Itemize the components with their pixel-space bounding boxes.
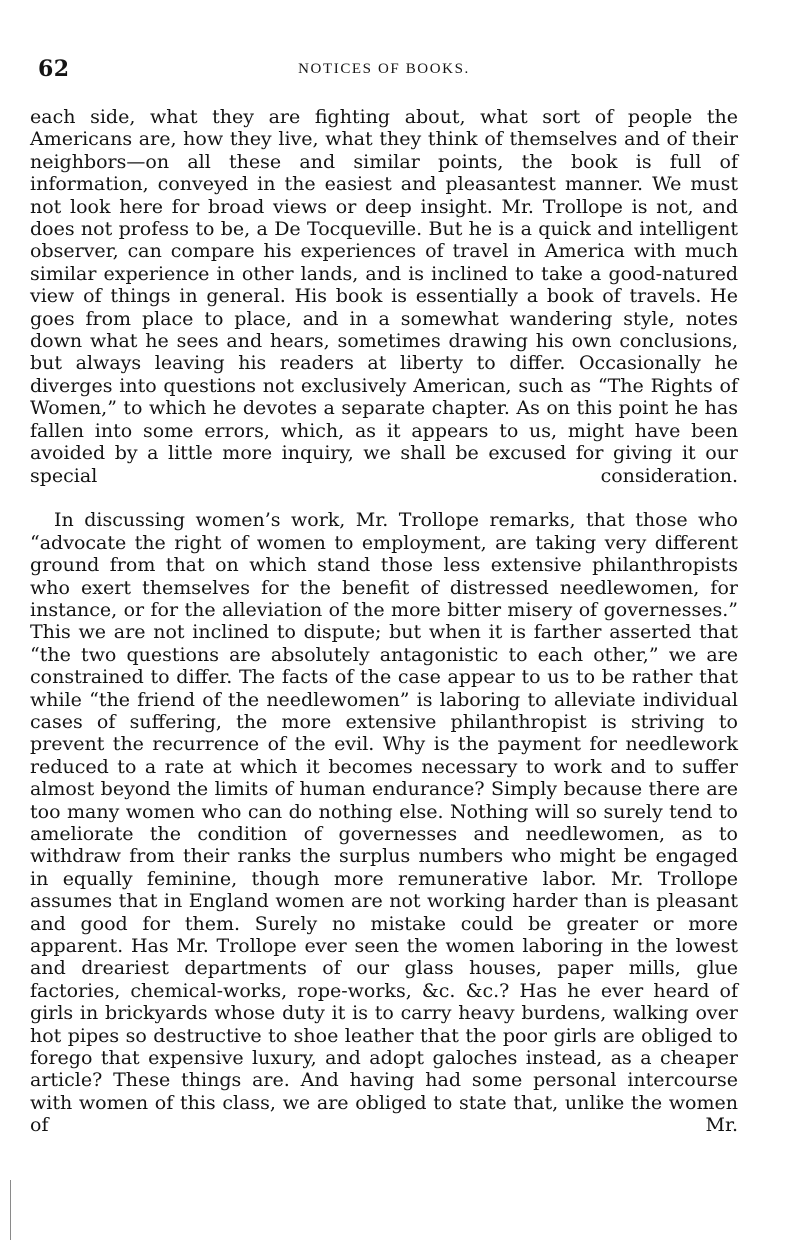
running-title: NOTICES OF BOOKS. bbox=[298, 61, 470, 77]
margin-rule bbox=[10, 1180, 11, 1240]
page-number: 62 bbox=[38, 56, 70, 82]
paragraph-womens-work: In discussing women’s work, Mr. Trollope remarks, that those who “advocate the right of women to employment, are taking very different ground from that on which stand those less extensive philanthropists who exert themselves for the benefit of distressed needlewomen, for instance, or for the alleviation of the more bitter misery of governesses.” This we are not inclined to dispute; but when it is farther asserted that “the two questions are absolutely antagonistic to each other,” we are constrained to differ. The facts of the case appear to us to be rather that while “the friend of the needlewomen” is laboring to alleviate individual cases of suffering, the more extensive philanthropist is striving to prevent the recurrence of the evil. Why is the payment for needlework reduced to a rate at which it becomes necessary to work and to suffer almost beyond the limits of human endurance? Simply because there are too many women who can do nothing else. Nothing will so surely tend to ameliorate the condition of governesses and needlewomen, as to withdraw from their ranks the surplus numbers who might be engaged in equally feminine, though more remunerative labor. Mr. Trollope assumes that in England women are not working harder than is pleasant and good for them. Surely no mistake could be greater or more apparent. Has Mr. Trollope ever seen the women laboring in the lowest and dreariest departments of our glass houses, paper mills, glue factories, chemical-works, rope-works, &c. &c.? Has he ever heard of girls in brickyards whose duty it is to carry heavy burdens, walking over hot pipes so destructive to shoe leather that the poor girls are obliged to forego that expensive luxury, and adopt galoches instead, as a cheaper article? These things are. And having had some personal intercourse with women of this class, we are obliged to state that, unlike the women of Mr. bbox=[30, 509, 738, 1137]
page-header bbox=[30, 56, 738, 86]
paragraph-continuation: each side, what they are fighting about, what sort of people the Americans are, how they live, what they think of themselves and of their neighbors—on all these and similar points, the book is full of information, conveyed in the easiest and pleasantest manner. We must not look here for broad views or deep insight. Mr. Trollope is not, and does not profess to be, a De Tocqueville. But he is a quick and intelligent observer, can compare his experiences of travel in America with much similar experience in other lands, and is inclined to take a good-natured view of things in general. His book is essentially a book of travels. He goes from place to place, and in a somewhat wandering style, notes down what he sees and hears, sometimes drawing his own conclusions, but always leaving his readers at liberty to differ. Occasionally he diverges into questions not exclusively American, such as “The Rights of Women,” to which he devotes a separate chapter. As on this point he has fallen into some errors, which, as it appears to us, might have been avoided by a little more inquiry, we shall be excused for giving it our special consideration. bbox=[30, 106, 738, 487]
article-text bbox=[30, 106, 738, 1159]
book-page bbox=[30, 56, 738, 1159]
